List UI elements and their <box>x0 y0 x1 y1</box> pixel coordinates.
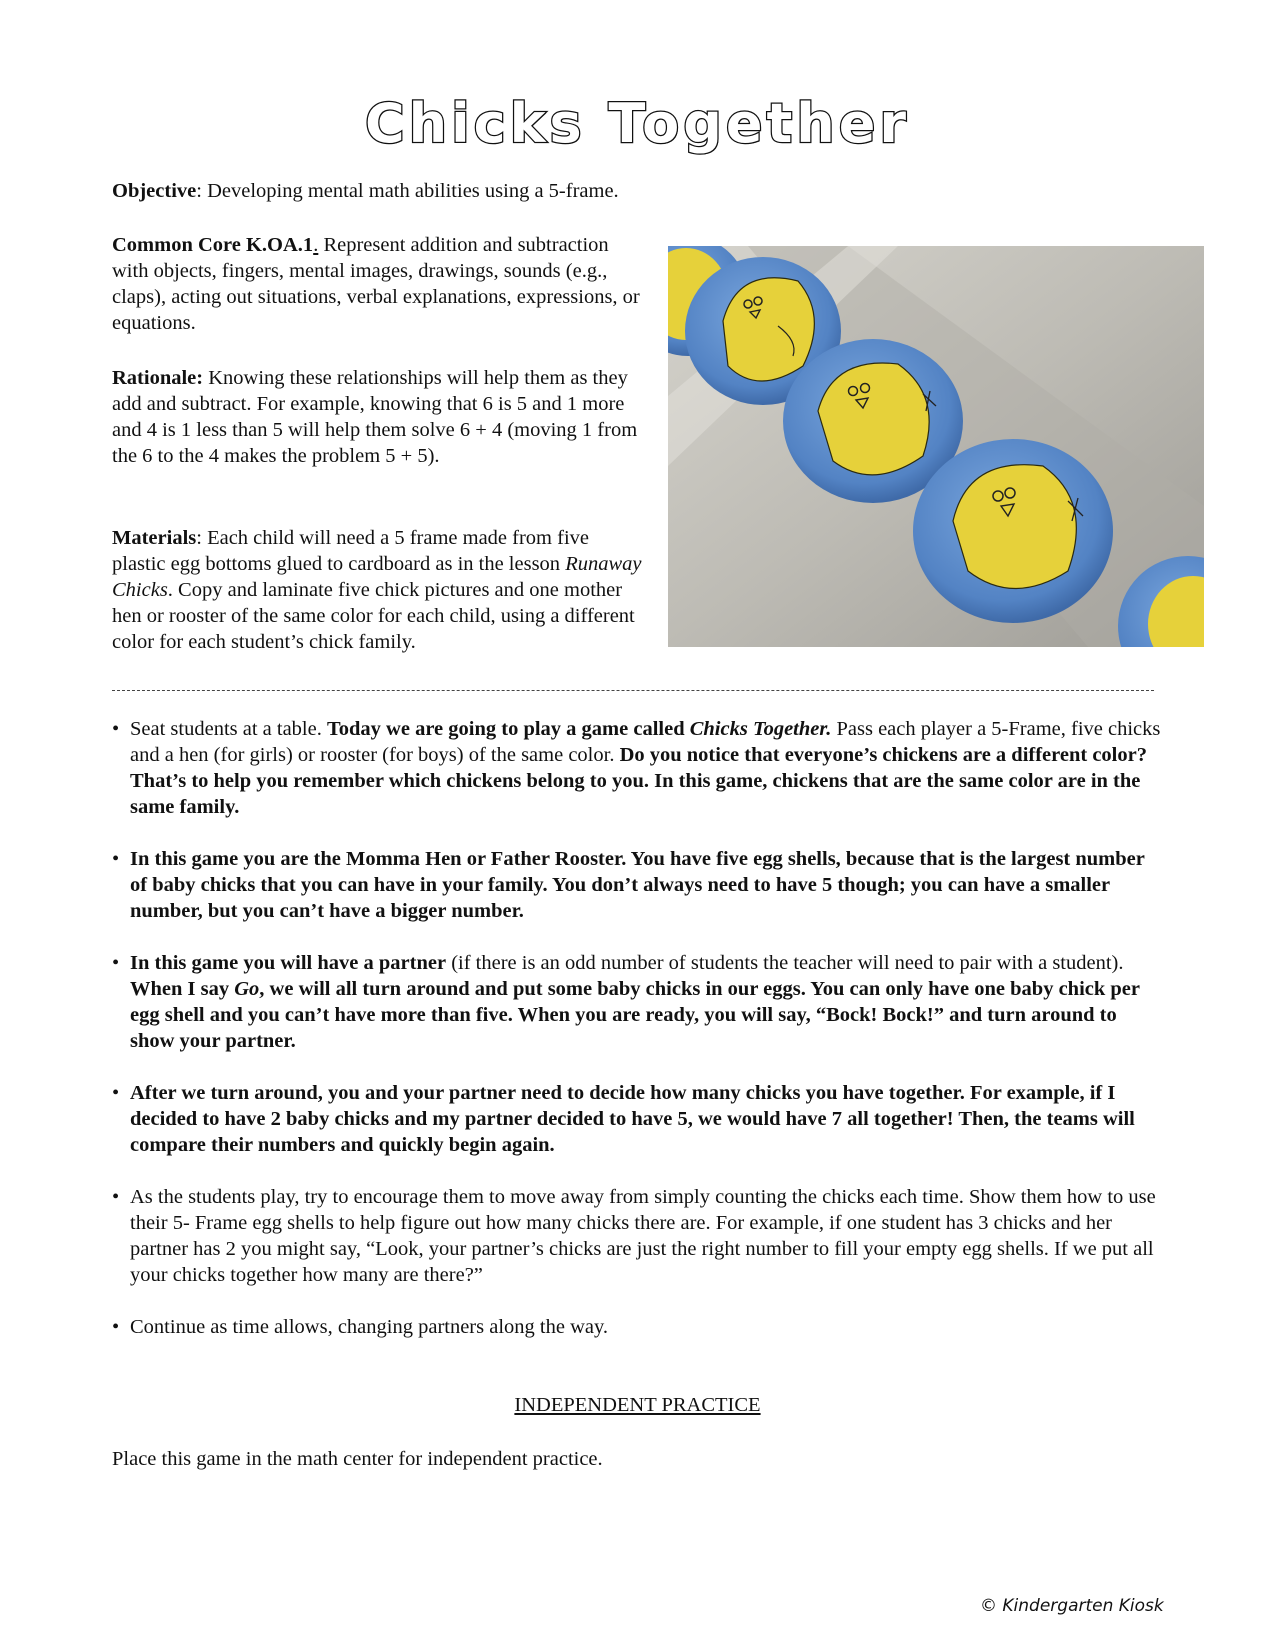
list-item <box>112 950 1162 1054</box>
list-item <box>112 1184 1162 1288</box>
common-core-text: Represent addition and subtraction with objects, fingers, mental images, drawings, sounds (e.g., claps), acting out situations, verbal explanations, expressions, or equations. <box>112 234 640 334</box>
bullet-text: Today we are going to play a game called <box>326 718 690 740</box>
chicks-in-eggs-illustration <box>668 246 1204 647</box>
objective-label: Objective <box>112 180 197 202</box>
list-item <box>112 1080 1162 1158</box>
bullet-text: After we turn around, you and your partner need to decide how many chicks you have together. For example, if I decided to have 2 baby chicks and my partner decided to have 5, we would have 7 all together! Then, the teams will compare their numbers and quickly begin again. <box>130 1082 1135 1156</box>
page-title: Chicks Together <box>365 92 910 155</box>
materials-paragraph <box>112 525 642 655</box>
materials-text-1: : Each child will need a 5 frame made from five plastic egg bottoms glued to cardboard as in the lesson <box>112 527 590 575</box>
bullet-text: As the students play, try to encourage them to move away from simply counting the chicks each time. Show them how to use their 5- Frame egg shells to help figure out how many chicks there are. For example, if one student has 3 chicks and her partner has 2 you might say, “Look, your partner’s chicks are just the right number to fill your empty egg shells. If we put all your chicks together how many are there?” <box>130 1186 1156 1286</box>
bullet-text: Pass each player a 5-Frame, five chicks and a hen (for girls) or rooster (for boys) of the same color. <box>130 718 1161 766</box>
egg-4 <box>913 439 1113 623</box>
materials-lesson-name: Runaway Chicks <box>112 553 642 601</box>
bullet-text: Go <box>234 978 260 1000</box>
instruction-list <box>112 716 1162 1366</box>
bullet-glyph: • <box>112 1082 120 1104</box>
common-core-mark: . <box>313 234 319 256</box>
bullet-text: , we will all turn around and put some baby chicks in our eggs. You can only have one baby chick per egg shell and you can’t have more than five. When you are ready, you will say, “Bock! Bock!” and turn around to show your partner. <box>130 978 1140 1052</box>
bullet-text: (if there is an odd number of students the teacher will need to pair with a student). <box>446 952 1124 974</box>
bullet-text: In this game you will have a partner <box>130 952 447 974</box>
copyright-notice: © Kindergarten Kiosk <box>980 1596 1164 1616</box>
bullet-text: Chicks Together. <box>689 718 832 740</box>
rationale-paragraph <box>112 365 642 469</box>
objective-text: : Developing mental math abilities using a 5-frame. <box>196 180 619 202</box>
chicks-photo <box>668 246 1204 647</box>
bullet-text: Seat students at a table. <box>130 718 327 740</box>
independent-practice-heading: INDEPENDENT PRACTICE <box>514 1394 761 1416</box>
bullet-text: In this game you are the Momma Hen or Father Rooster. You have five egg shells, because that is the largest number of baby chicks that you can have in your family. You don’t always need to have 5 though; you can have a smaller number, but you can’t have a bigger number. <box>130 848 1145 922</box>
objective-paragraph <box>112 178 1162 204</box>
rationale-label: Rationale: <box>112 367 204 389</box>
bullet-glyph: • <box>112 1316 120 1338</box>
closing-paragraph: Place this game in the math center for independent practice. <box>112 1448 603 1470</box>
bullet-text: Continue as time allows, changing partners along the way. <box>130 1316 609 1338</box>
list-item <box>112 716 1162 820</box>
list-item <box>112 1314 1162 1340</box>
common-core-label: Common Core K.OA.1 <box>112 234 314 256</box>
materials-text-2: . Copy and laminate five chick pictures and one mother hen or rooster of the same color for each child, using a different color for each student’s chick family. <box>112 579 635 653</box>
bullet-glyph: • <box>112 848 120 870</box>
bullet-glyph: • <box>112 952 120 974</box>
bullet-glyph: • <box>112 1186 120 1208</box>
common-core-paragraph <box>112 232 642 336</box>
bullet-text: Do you notice that everyone’s chickens are a different color? That’s to help you remember which chickens belong to you. In this game, chickens that are the same color are in the same family. <box>130 744 1147 818</box>
materials-label: Materials <box>112 527 197 549</box>
bullet-glyph: • <box>112 718 120 740</box>
rationale-text: Knowing these relationships will help them as they add and subtract. For example, knowing that 6 is 5 and 1 more and 4 is 1 less than 5 will help them solve 6 + 4 (moving 1 from the 6 to the 4 makes the problem 5 + 5). <box>112 367 638 467</box>
bullet-text: When I say <box>130 978 235 1000</box>
section-divider <box>112 690 1154 691</box>
list-item <box>112 846 1162 924</box>
